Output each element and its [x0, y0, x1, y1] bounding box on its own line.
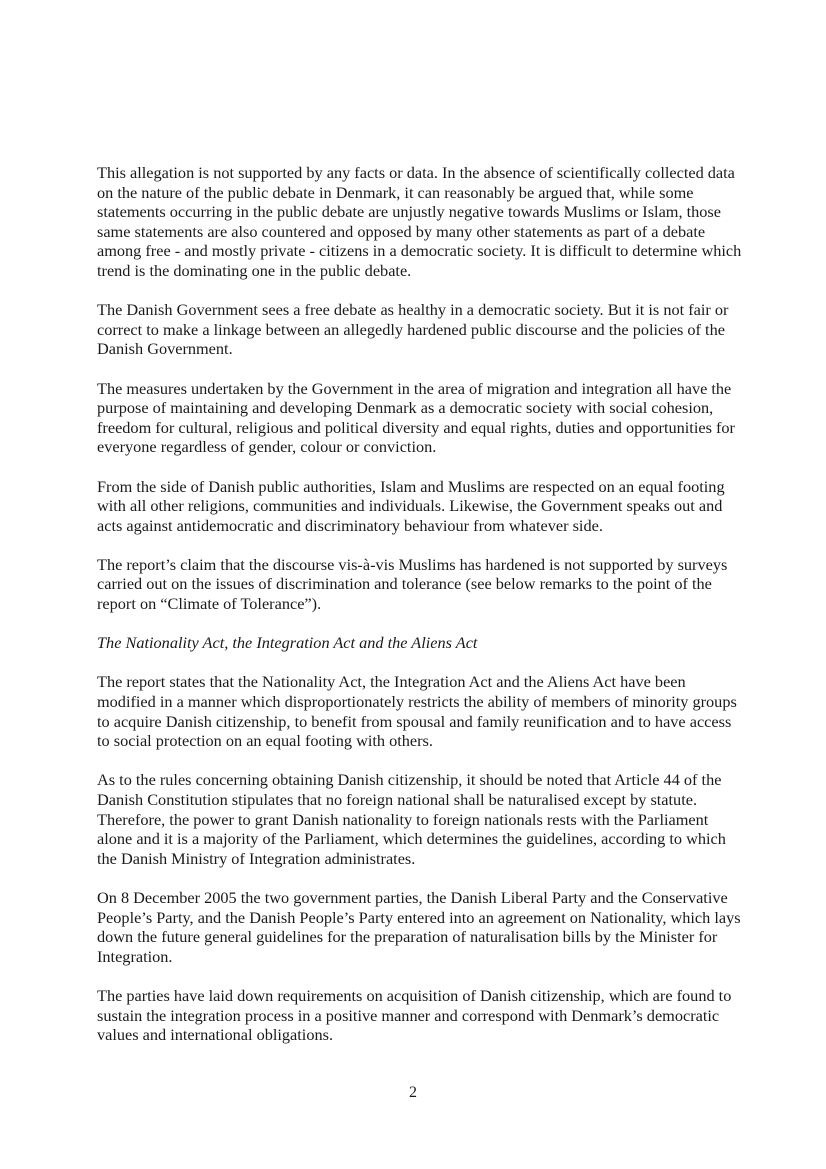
paragraph-free-debate: The Danish Government sees a free debate as healthy in a democratic society. But it is not fair or correct to make a linkage between an allegedly hardened public discourse and the policies of the Danish Government. — [97, 300, 729, 359]
paragraph-citizenship-rules: As to the rules concerning obtaining Danish citizenship, it should be noted that Article 44 of the Danish Constitution stipulates that no foreign national shall be naturalised except by statute. Therefore, the power to grant Danish nationality to foreign nationals rests with the Parliament alone and it is a majority of the Parliament, which determines the guidelines, according to which the Danish Ministry of Integration administrates. — [97, 770, 726, 868]
paragraph-discourse-claim: The report’s claim that the discourse vis-à-vis Muslims has hardened is not supported by surveys carried out on the issues of discrimination and tolerance (see below remarks to the point of the report on “Climate of Tolerance”). — [97, 554, 728, 614]
page-body — [97, 163, 742, 1064]
paragraph-agreement: On 8 December 2005 the two government parties, the Danish Liberal Party and the Conservative People’s Party, and the Danish People’s Party entered into an agreement on Nationality, which lays down the future general guidelines for the preparation of naturalisation bills by the Minister for Integration. — [97, 887, 741, 966]
paragraph-public-authorities: From the side of Danish public authorities, Islam and Muslims are respected on an equal footing with all other religions, communities and individuals. Likewise, the Government speaks out and acts against antidemocratic and discriminatory behaviour from whatever side. — [97, 476, 725, 535]
page-number: 2 — [409, 1084, 417, 1101]
paragraph-requirements: The parties have laid down requirements on acquisition of Danish citizenship, which are found to sustain the integration process in a positive manner and correspond with Denmark’s democratic values and international obligations. — [97, 985, 732, 1045]
section-heading: The Nationality Act, the Integration Act and the Aliens Act — [97, 633, 478, 653]
paragraph-measures: The measures undertaken by the Government in the area of migration and integration all have the purpose of maintaining and developing Denmark as a democratic society with social cohesion, freedom for cultural, religious and political diversity and equal rights, duties and opportunities for everyone regardless of gender, colour or conviction. — [97, 378, 735, 457]
paragraph-allegation: This allegation is not supported by any facts or data. In the absence of scientifically collected data on the nature of the public debate in Denmark, it can reasonably be argued that, while some statements occurring in the public debate are unjustly negative towards Muslims or Islam, those same statements are also countered and opposed by many other statements as part of a debate among free - and mostly private - citizens in a democratic society. It is difficult to determine which trend is the dominating one in the public debate. — [97, 163, 742, 280]
paragraph-report-states: The report states that the Nationality Act, the Integration Act and the Aliens Act have been modified in a manner which disproportionately restricts the ability of members of minority groups to acquire Danish citizenship, to benefit from spousal and family reunification and to have access to social protection on an equal footing with others. — [97, 672, 737, 751]
